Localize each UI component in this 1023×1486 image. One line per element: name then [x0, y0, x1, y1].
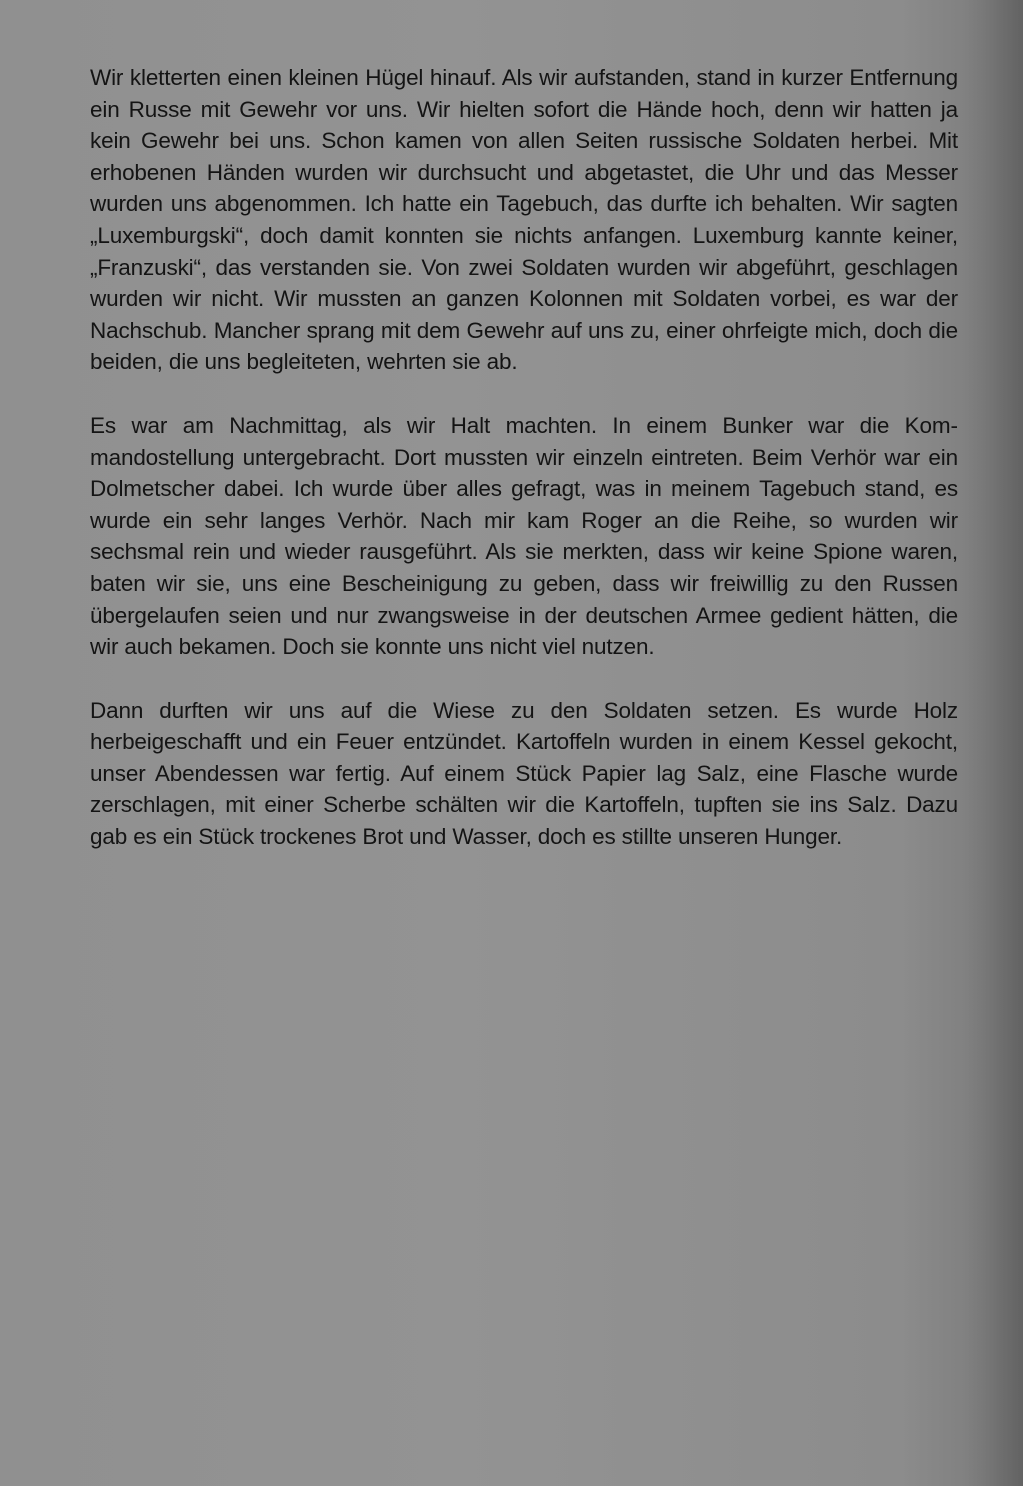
paragraph-1: Wir kletterten einen kleinen Hügel hinauf. Als wir aufstanden, stand in kurzer Entfernung ein Russe mit Gewehr vor uns. Wir hielten sofort die Hände hoch, denn wir hatten ja kein Gewehr bei uns. Schon kamen von allen Seiten russische Soldaten herbei. Mit erhobenen Händen wurden wir durchsucht und abgetastet, die Uhr und das Messer wurden uns abgenommen. Ich hatte ein Tagebuch, das durfte ich behalten. Wir sagten „Luxemburgski“, doch damit konnten sie nichts anfangen. Luxemburg kannte keiner, „Franzuski“, das verstanden sie. Von zwei Soldaten wurden wir abgeführt, geschlagen wurden wir nicht. Wir mussten an ganzen Kolonnen mit Soldaten vorbei, es war der Nachschub. Mancher sprang mit dem Gewehr auf uns zu, einer ohrfeigte mich, doch die beiden, die uns begleiteten, wehrten sie ab. — [90, 65, 958, 375]
paragraph-2: Es war am Nachmittag, als wir Halt machten. In einem Bunker war die Kommandostellung untergebracht. Dort mussten wir einzeln eintreten. Beim Verhör war ein Dolmetscher dabei. Ich wurde über alles gefragt, was in meinem Tagebuch stand, es wurde ein sehr langes Verhör. Nach mir kam Roger an die Reihe, so wurden wir sechsmal rein und wieder rausgeführt. Als sie merkten, dass wir keine Spione waren, baten wir sie, uns eine Bescheinigung zu geben, dass wir freiwillig zu den Russen übergelaufen seien und nur zwangsweise in der deutschen Armee gedient hätten, die wir auch bekamen. Doch sie konnte uns nicht viel nutzen. — [90, 412, 958, 660]
paragraph-3: Dann durften wir uns auf die Wiese zu den Soldaten setzen. Es wurde Holz herbeigeschafft und ein Feuer entzündet. Kartoffeln wurden in einem Kessel gekocht, unser Abendessen war fertig. Auf einem Stück Papier lag Salz, eine Flasche wurde zerschlagen, mit einer Scherbe schälten wir die Kartoffeln, tupften sie ins Salz. Dazu gab es ein Stück trockenes Brot und Wasser, doch es stillte unseren Hunger. — [90, 697, 958, 850]
body-text — [90, 62, 958, 853]
